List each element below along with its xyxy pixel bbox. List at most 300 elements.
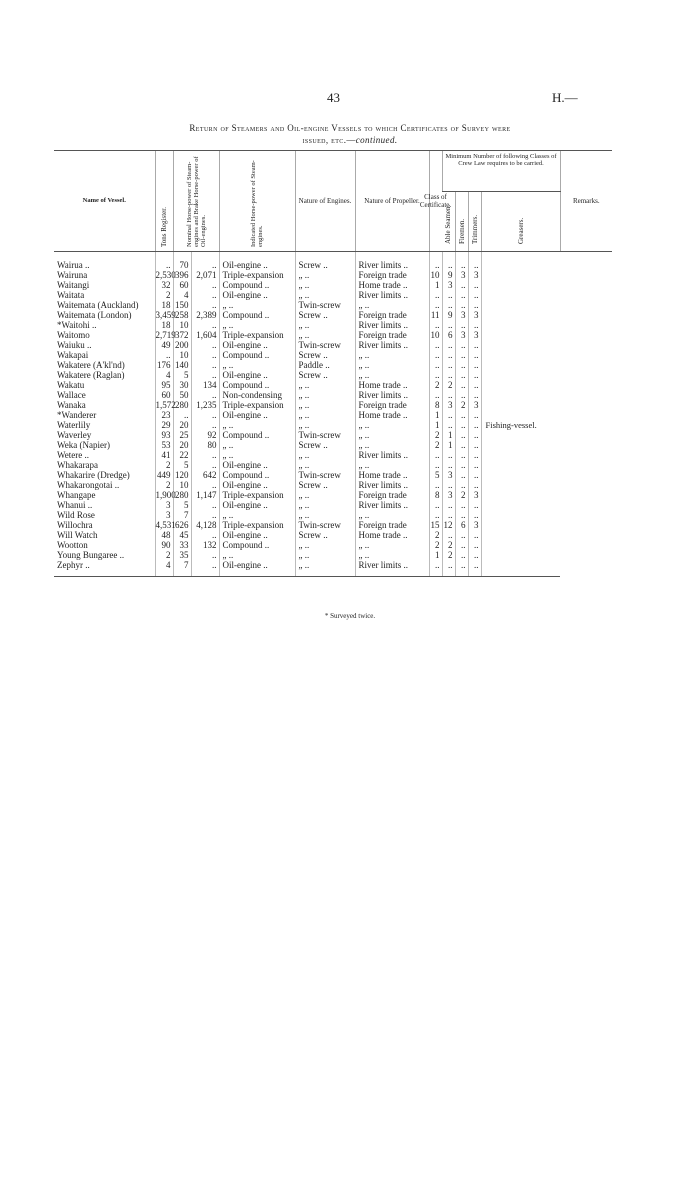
propeller-type: „ ..	[295, 290, 355, 300]
indicated-hp: 4,128	[191, 520, 219, 530]
firemen-count: 1	[442, 440, 455, 450]
remarks	[481, 430, 560, 440]
tons-register: 176	[155, 360, 173, 370]
trimmers-count: ..	[455, 430, 468, 440]
indicated-hp: 2,389	[191, 310, 219, 320]
trimmers-count: ..	[455, 530, 468, 540]
able-seamen-count: 1	[429, 550, 442, 560]
indicated-hp: ..	[191, 350, 219, 360]
vessel-name: *Wanderer	[57, 410, 97, 420]
remarks	[481, 520, 560, 530]
able-seamen-count: ..	[429, 390, 442, 400]
vessel-name: Waitemata (London)	[57, 310, 132, 320]
able-seamen-count: 15	[429, 520, 442, 530]
title-line-1: Return of Steamers and Oil-engine Vessels to which Certificates of Survey were	[189, 123, 511, 133]
firemen-count: ..	[442, 410, 455, 420]
greasers-count: ..	[468, 340, 481, 350]
engine-type: Oil-engine ..	[219, 530, 295, 540]
certificate-class: River limits ..	[355, 390, 429, 400]
nominal-hp: 372	[173, 330, 191, 340]
greasers-count: ..	[468, 460, 481, 470]
remarks	[481, 370, 560, 380]
firemen-count: 3	[442, 470, 455, 480]
vessel-name: Will Watch	[57, 530, 98, 540]
nominal-hp: 140	[173, 360, 191, 370]
engine-type: „ ..	[219, 360, 295, 370]
able-seamen-count: ..	[429, 360, 442, 370]
vessel-name: Whakarapa	[57, 460, 98, 470]
certificate-class: River limits ..	[355, 252, 429, 271]
able-seamen-count: ..	[429, 510, 442, 520]
vessel-name: Waitangi	[57, 280, 90, 290]
engine-type: Oil-engine ..	[219, 560, 295, 577]
indicated-hp: ..	[191, 290, 219, 300]
trimmers-count: ..	[455, 440, 468, 450]
able-seamen-count: 1	[429, 280, 442, 290]
tons-register: 4	[155, 560, 173, 577]
header-crew-group: Minimum Number of following Classes of Crew Law requires to be carried.	[442, 151, 560, 192]
greasers-count: ..	[468, 290, 481, 300]
firemen-count: ..	[442, 560, 455, 577]
nominal-hp: 150	[173, 300, 191, 310]
propeller-type: Screw ..	[295, 530, 355, 540]
able-seamen-count: 8	[429, 400, 442, 410]
propeller-type: Screw ..	[295, 252, 355, 271]
firemen-count: 9	[442, 270, 455, 280]
tons-register: ..	[155, 350, 173, 360]
nominal-hp: 10	[173, 350, 191, 360]
remarks	[481, 480, 560, 490]
trimmers-count: ..	[455, 300, 468, 310]
tons-register: 2	[155, 290, 173, 300]
able-seamen-count: ..	[429, 350, 442, 360]
firemen-count: 6	[442, 330, 455, 340]
propeller-type: „ ..	[295, 510, 355, 520]
nominal-hp: 200	[173, 340, 191, 350]
propeller-type: „ ..	[295, 450, 355, 460]
able-seamen-count: 1	[429, 420, 442, 430]
vessel-name: Wootton	[57, 540, 88, 550]
table-row	[54, 300, 612, 310]
certificate-class: „ ..	[355, 420, 429, 430]
table-row	[54, 450, 612, 460]
indicated-hp: ..	[191, 550, 219, 560]
trimmers-count: ..	[455, 450, 468, 460]
able-seamen-count: ..	[429, 300, 442, 310]
greasers-count: ..	[468, 370, 481, 380]
nominal-hp: 7	[173, 510, 191, 520]
propeller-type: „ ..	[295, 560, 355, 577]
table-row	[54, 530, 612, 540]
trimmers-count: ..	[455, 340, 468, 350]
firemen-count: 2	[442, 540, 455, 550]
indicated-hp: ..	[191, 370, 219, 380]
vessel-name: Wairua ..	[57, 260, 90, 270]
table-row	[54, 480, 612, 490]
certificate-class: Foreign trade	[355, 310, 429, 320]
indicated-hp: ..	[191, 360, 219, 370]
footnote: * Surveyed twice.	[324, 612, 376, 620]
indicated-hp: 92	[191, 430, 219, 440]
able-seamen-count: 2	[429, 530, 442, 540]
remarks	[481, 310, 560, 320]
propeller-type: Screw ..	[295, 370, 355, 380]
header-tons: Tons Register.	[155, 151, 173, 252]
tons-register: 18	[155, 320, 173, 330]
certificate-class: „ ..	[355, 300, 429, 310]
page-code: H.—	[552, 90, 578, 105]
able-seamen-count: ..	[429, 450, 442, 460]
tons-register: 2,719	[155, 330, 176, 340]
tons-register: ..	[155, 252, 173, 271]
remarks: Fishing-vessel.	[481, 420, 560, 430]
engine-type: Oil-engine ..	[219, 460, 295, 470]
indicated-hp: ..	[191, 420, 219, 430]
able-seamen-count: ..	[429, 370, 442, 380]
engine-type: Compound ..	[219, 540, 295, 550]
trimmers-count: ..	[455, 510, 468, 520]
certificate-class: River limits ..	[355, 320, 429, 330]
firemen-count: ..	[442, 300, 455, 310]
greasers-count: ..	[468, 280, 481, 290]
propeller-type: Twin-screw	[295, 470, 355, 480]
firemen-count: ..	[442, 360, 455, 370]
table-row	[54, 520, 612, 530]
engine-type: Oil-engine ..	[219, 252, 295, 271]
trimmers-count: ..	[455, 320, 468, 330]
engine-type: „ ..	[219, 300, 295, 310]
table-title	[60, 122, 640, 146]
engine-type: Compound ..	[219, 430, 295, 440]
table-row	[54, 290, 612, 300]
engine-type: Compound ..	[219, 280, 295, 290]
firemen-count: 12	[442, 520, 455, 530]
certificate-class: River limits ..	[355, 480, 429, 490]
firemen-count: ..	[442, 510, 455, 520]
firemen-count: ..	[442, 480, 455, 490]
greasers-count: 3	[468, 330, 481, 340]
nominal-hp: 626	[173, 520, 191, 530]
tons-register: 49	[155, 340, 173, 350]
remarks	[481, 360, 560, 370]
engine-type: Triple-expansion	[219, 400, 295, 410]
nominal-hp: 10	[173, 480, 191, 490]
remarks	[481, 320, 560, 330]
engine-type: Oil-engine ..	[219, 500, 295, 510]
tons-register: 1,572	[155, 400, 176, 410]
greasers-count: ..	[468, 350, 481, 360]
nominal-hp: 396	[173, 270, 191, 280]
able-seamen-count: ..	[429, 340, 442, 350]
firemen-count: 9	[442, 310, 455, 320]
propeller-type: „ ..	[295, 280, 355, 290]
certificate-class: „ ..	[355, 350, 429, 360]
indicated-hp: ..	[191, 280, 219, 290]
able-seamen-count: 2	[429, 540, 442, 550]
trimmers-count: 3	[455, 310, 468, 320]
nominal-hp: 22	[173, 450, 191, 460]
propeller-type: „ ..	[295, 320, 355, 330]
vessel-name: Whakarongotai ..	[57, 480, 120, 490]
propeller-type: Screw ..	[295, 350, 355, 360]
engine-type: Oil-engine ..	[219, 370, 295, 380]
able-seamen-count: ..	[429, 460, 442, 470]
greasers-count: ..	[468, 500, 481, 510]
remarks	[481, 560, 560, 577]
tons-register: 93	[155, 430, 173, 440]
table-row	[54, 460, 612, 470]
header-indicated-hp: Indicated Horse-power of Steam-engines.	[219, 151, 295, 252]
trimmers-count: ..	[455, 290, 468, 300]
propeller-type: Screw ..	[295, 480, 355, 490]
remarks	[481, 510, 560, 520]
indicated-hp: ..	[191, 460, 219, 470]
firemen-count: ..	[442, 340, 455, 350]
firemen-count: ..	[442, 460, 455, 470]
nominal-hp: 30	[173, 380, 191, 390]
table-row	[54, 330, 612, 340]
table-row	[54, 280, 612, 290]
greasers-count: ..	[468, 560, 481, 577]
vessel-name: Zephyr ..	[54, 560, 155, 577]
tons-register: 41	[155, 450, 173, 460]
able-seamen-count: 2	[429, 440, 442, 450]
table-row	[54, 430, 612, 440]
certificate-class: Home trade ..	[355, 530, 429, 540]
tons-register: 1,900	[155, 490, 176, 500]
tons-register: 4,531	[155, 520, 176, 530]
indicated-hp: ..	[191, 320, 219, 330]
table-row	[54, 440, 612, 450]
trimmers-count: 6	[455, 520, 468, 530]
propeller-type: Twin-screw	[295, 520, 355, 530]
table-row	[54, 270, 612, 280]
firemen-count: ..	[442, 320, 455, 330]
able-seamen-count: 2	[429, 430, 442, 440]
indicated-hp: 134	[191, 380, 219, 390]
tons-register: 95	[155, 380, 173, 390]
remarks	[481, 550, 560, 560]
engine-type: „ ..	[219, 320, 295, 330]
header-able-seamen: Able Seamen.	[442, 192, 455, 252]
engine-type: Oil-engine ..	[219, 410, 295, 420]
table-row	[54, 490, 612, 500]
tons-register: 48	[155, 530, 173, 540]
remarks	[481, 450, 560, 460]
tons-register: 60	[155, 390, 173, 400]
propeller-type: „ ..	[295, 540, 355, 550]
certificate-class: „ ..	[355, 460, 429, 470]
trimmers-count: ..	[455, 470, 468, 480]
propeller-type: Screw ..	[295, 310, 355, 320]
greasers-count: 3	[468, 490, 481, 500]
firemen-count: ..	[442, 290, 455, 300]
vessel-name: Waverley	[57, 430, 92, 440]
tons-register: 3,459	[155, 310, 176, 320]
engine-type: Compound ..	[219, 470, 295, 480]
indicated-hp: 642	[191, 470, 219, 480]
greasers-count: ..	[468, 450, 481, 460]
able-seamen-count: ..	[429, 560, 442, 577]
header-remarks: Remarks.	[560, 151, 612, 252]
firemen-count: ..	[442, 530, 455, 540]
remarks	[481, 410, 560, 420]
engine-type: Oil-engine ..	[219, 480, 295, 490]
indicated-hp: 1,604	[191, 330, 219, 340]
remarks	[481, 252, 560, 271]
nominal-hp: 70	[173, 252, 191, 271]
tons-register: 3	[155, 500, 173, 510]
certificate-class: „ ..	[355, 430, 429, 440]
certificate-class: Home trade ..	[355, 280, 429, 290]
propeller-type: Twin-screw	[295, 300, 355, 310]
indicated-hp: ..	[191, 390, 219, 400]
tons-register: 2	[155, 550, 173, 560]
indicated-hp: ..	[191, 410, 219, 420]
indicated-hp: 1,235	[191, 400, 219, 410]
vessel-name: Waitomo	[57, 330, 90, 340]
tons-register: 18	[155, 300, 173, 310]
propeller-type: Twin-screw	[295, 340, 355, 350]
propeller-type: Paddle ..	[295, 360, 355, 370]
header-name: Name of Vessel.	[54, 151, 155, 252]
indicated-hp: ..	[191, 560, 219, 577]
vessel-name: Waitemata (Auckland)	[57, 300, 139, 310]
table-row	[54, 252, 612, 271]
able-seamen-count: 11	[429, 310, 442, 320]
vessel-name: Wakatere (Raglan)	[57, 370, 125, 380]
engine-type: „ ..	[219, 510, 295, 520]
nominal-hp: 120	[173, 470, 191, 480]
tons-register: 32	[155, 280, 173, 290]
remarks	[481, 300, 560, 310]
trimmers-count: ..	[455, 410, 468, 420]
nominal-hp: 280	[173, 490, 191, 500]
table-row	[54, 470, 612, 480]
firemen-count: ..	[442, 450, 455, 460]
remarks	[481, 330, 560, 340]
firemen-count: 1	[442, 430, 455, 440]
vessel-name: Wild Rose	[57, 510, 95, 520]
remarks	[481, 490, 560, 500]
certificate-class: Home trade ..	[355, 410, 429, 420]
able-seamen-count: 2	[429, 380, 442, 390]
indicated-hp: 1,147	[191, 490, 219, 500]
trimmers-count: ..	[455, 390, 468, 400]
certificate-class: „ ..	[355, 360, 429, 370]
indicated-hp: 80	[191, 440, 219, 450]
nominal-hp: 5	[173, 370, 191, 380]
engine-type: Triple-expansion	[219, 330, 295, 340]
nominal-hp: ..	[173, 410, 191, 420]
title-line-2-suffix: continued.	[355, 135, 398, 145]
table-row	[54, 360, 612, 370]
tons-register: 4	[155, 370, 173, 380]
remarks	[481, 280, 560, 290]
indicated-hp: 132	[191, 540, 219, 550]
remarks	[481, 470, 560, 480]
vessel-name: Wakapai	[57, 350, 89, 360]
able-seamen-count: ..	[429, 252, 442, 271]
header-trimmers: Trimmers.	[468, 192, 481, 252]
title-line-2-prefix: issued, etc.—	[302, 135, 356, 145]
greasers-count: ..	[468, 410, 481, 420]
certificate-class: „ ..	[355, 540, 429, 550]
greasers-count: ..	[468, 510, 481, 520]
greasers-count: ..	[468, 550, 481, 560]
table-row	[54, 340, 612, 350]
engine-type: Compound ..	[219, 350, 295, 360]
remarks	[481, 390, 560, 400]
trimmers-count: ..	[455, 540, 468, 550]
vessel-name: Whangape	[57, 490, 96, 500]
certificate-class: „ ..	[355, 370, 429, 380]
remarks	[481, 530, 560, 540]
trimmers-count: ..	[455, 420, 468, 430]
vessel-table	[54, 150, 612, 577]
certificate-class: Foreign trade	[355, 270, 429, 280]
header-engines: Nature of Engines.	[295, 151, 355, 252]
greasers-count: ..	[468, 430, 481, 440]
page-number: 43	[327, 90, 340, 105]
tons-register: 29	[155, 420, 173, 430]
trimmers-count: 3	[455, 330, 468, 340]
remarks	[481, 540, 560, 550]
certificate-class: Foreign trade	[355, 520, 429, 530]
certificate-class: River limits ..	[355, 500, 429, 510]
vessel-name: Wakatu	[57, 380, 85, 390]
indicated-hp: ..	[191, 450, 219, 460]
able-seamen-count: 1	[429, 410, 442, 420]
greasers-count: ..	[468, 420, 481, 430]
certificate-class: Foreign trade	[355, 490, 429, 500]
indicated-hp: ..	[191, 300, 219, 310]
greasers-count: ..	[468, 300, 481, 310]
indicated-hp: ..	[191, 530, 219, 540]
able-seamen-count: ..	[429, 500, 442, 510]
table-row	[54, 400, 612, 410]
table-row	[54, 550, 612, 560]
tons-register: 23	[155, 410, 173, 420]
firemen-count: ..	[442, 500, 455, 510]
able-seamen-count: 8	[429, 490, 442, 500]
indicated-hp: ..	[191, 480, 219, 490]
certificate-class: River limits ..	[355, 290, 429, 300]
trimmers-count: 2	[455, 490, 468, 500]
indicated-hp: ..	[191, 252, 219, 271]
firemen-count: ..	[442, 252, 455, 271]
greasers-count: ..	[468, 252, 481, 271]
trimmers-count: ..	[455, 360, 468, 370]
certificate-class: „ ..	[355, 440, 429, 450]
propeller-type: „ ..	[295, 400, 355, 410]
greasers-count: ..	[468, 380, 481, 390]
table-row	[54, 560, 612, 577]
nominal-hp: 10	[173, 320, 191, 330]
greasers-count: ..	[468, 540, 481, 550]
trimmers-count: 3	[455, 270, 468, 280]
trimmers-count: ..	[455, 252, 468, 271]
propeller-type: Screw ..	[295, 440, 355, 450]
vessel-name: Waiuku ..	[57, 340, 92, 350]
vessel-name: *Waitohi ..	[57, 320, 97, 330]
greasers-count: ..	[468, 440, 481, 450]
remarks	[481, 270, 560, 280]
table-row	[54, 350, 612, 360]
vessel-name: Wakatere (A'kl'nd)	[57, 360, 125, 370]
header-greasers: Greasers.	[481, 192, 560, 252]
propeller-type: „ ..	[295, 490, 355, 500]
